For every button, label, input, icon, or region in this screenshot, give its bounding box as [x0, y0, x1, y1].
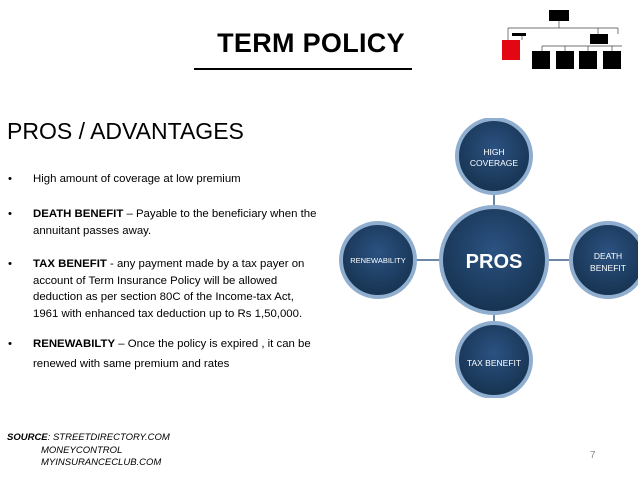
pros-diagram: [338, 118, 638, 398]
label-tax: TAX BENEFIT: [466, 358, 522, 368]
org-red-box: [502, 40, 520, 60]
source-item: STREETDIRECTORY.COM: [52, 432, 170, 443]
source-item: MONEYCONTROL: [41, 444, 123, 456]
label-high-1: HIGH: [483, 147, 505, 157]
label-high-2: COVERAGE: [469, 158, 519, 168]
label-pros: PROS: [465, 251, 523, 273]
page-title: TERM POLICY: [217, 28, 405, 58]
bullet-marker: •: [8, 338, 12, 350]
title-underline: [194, 68, 412, 70]
label-death-1: DEATH: [593, 251, 623, 261]
source-item: MYINSURANCECLUB.COM: [41, 457, 162, 468]
bullet-marker: •: [8, 173, 12, 185]
label-death-2: BENEFIT: [590, 263, 626, 273]
source-label: SOURCE: [7, 432, 48, 443]
label-renewability: RENEWABILITY: [350, 256, 406, 265]
slide: TERM POLICY PROS / ADVANTAGES • High amount of coverage at low premium • DEATH BENEFIT – Payable to the beneficiary when the annuitant passes away. • TAX BENEFIT - any payment made by a tax payer on account of Term Insurance Policy will be allowed deduction as per section 80C of the Income-tax Act, 1961 with enhanced tax deduction up to Rs 1,50,000. • RENEWABILTY – Once the policy is expired , it can be renewed with same premium and rates HIGH COVERAGE RENEWABILITY DEATH BENEFIT TAX BENEFIT PROS SOURCE: STREETDIRECTORY.COM MONEYCONTROL MYINSURANCECLUB.COM 7: [0, 0, 638, 479]
bullet-marker: •: [8, 208, 12, 220]
source-block: SOURCE: STREETDIRECTORY.COM MONEYCONTROL MYINSURANCECLUB.COM: [7, 432, 170, 468]
org-chart-icon: [502, 8, 634, 70]
bullet-marker: •: [8, 258, 12, 270]
section-heading: PROS / ADVANTAGES: [7, 118, 244, 144]
page-number: 7: [590, 450, 596, 461]
